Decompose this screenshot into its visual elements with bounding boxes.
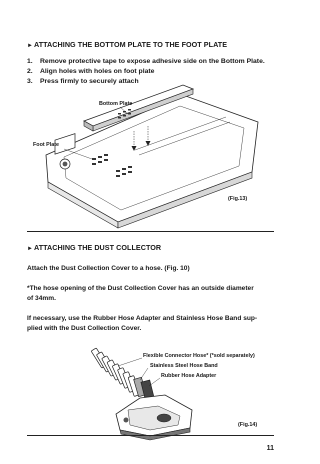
footer-divider	[27, 435, 274, 436]
paragraph-diameter: *The hose opening of the Dust Collection Cover has an outside diameter of 34mm.	[27, 285, 254, 302]
label-bottom-plate: Bottom Plate	[99, 101, 133, 107]
section-divider	[27, 231, 274, 232]
section-heading-bottom-plate: ►ATTACHING THE BOTTOM PLATE TO THE FOOT PLATE	[27, 40, 228, 49]
section-heading-dust-collector: ►ATTACHING THE DUST COLLECTOR	[27, 243, 162, 252]
label-rubber-adapter: Rubber Hose Adapter	[161, 373, 217, 379]
arrow-icon: ►	[27, 43, 33, 49]
paragraph-adapter: If necessary, use the Rubber Hose Adapter and Stainless Hose Band sup- plied with the Dust Collection Cover.	[27, 315, 258, 332]
step-item: 3. Press firmly to securely attach	[27, 77, 139, 85]
label-hose-band: Stainless Steel Hose Band	[150, 363, 218, 369]
page-number: 11	[266, 445, 274, 452]
figure-caption-14: (Fig.14)	[238, 422, 258, 428]
arrow-icon: ►	[27, 246, 33, 252]
paragraph-attach: Attach the Dust Collection Cover to a hose. (Fig. 10)	[27, 265, 190, 272]
label-foot-plate: Foot Plate	[33, 142, 60, 148]
step-item: 2. Align holes with holes on foot plate	[27, 67, 155, 75]
step-item: 1. Remove protective tape to expose adhesive side on the Bottom Plate.	[27, 58, 265, 65]
label-hose: Flexible Connector Hose* (*sold separately)	[143, 353, 255, 359]
figure-caption-13: (Fig.13)	[228, 196, 248, 202]
